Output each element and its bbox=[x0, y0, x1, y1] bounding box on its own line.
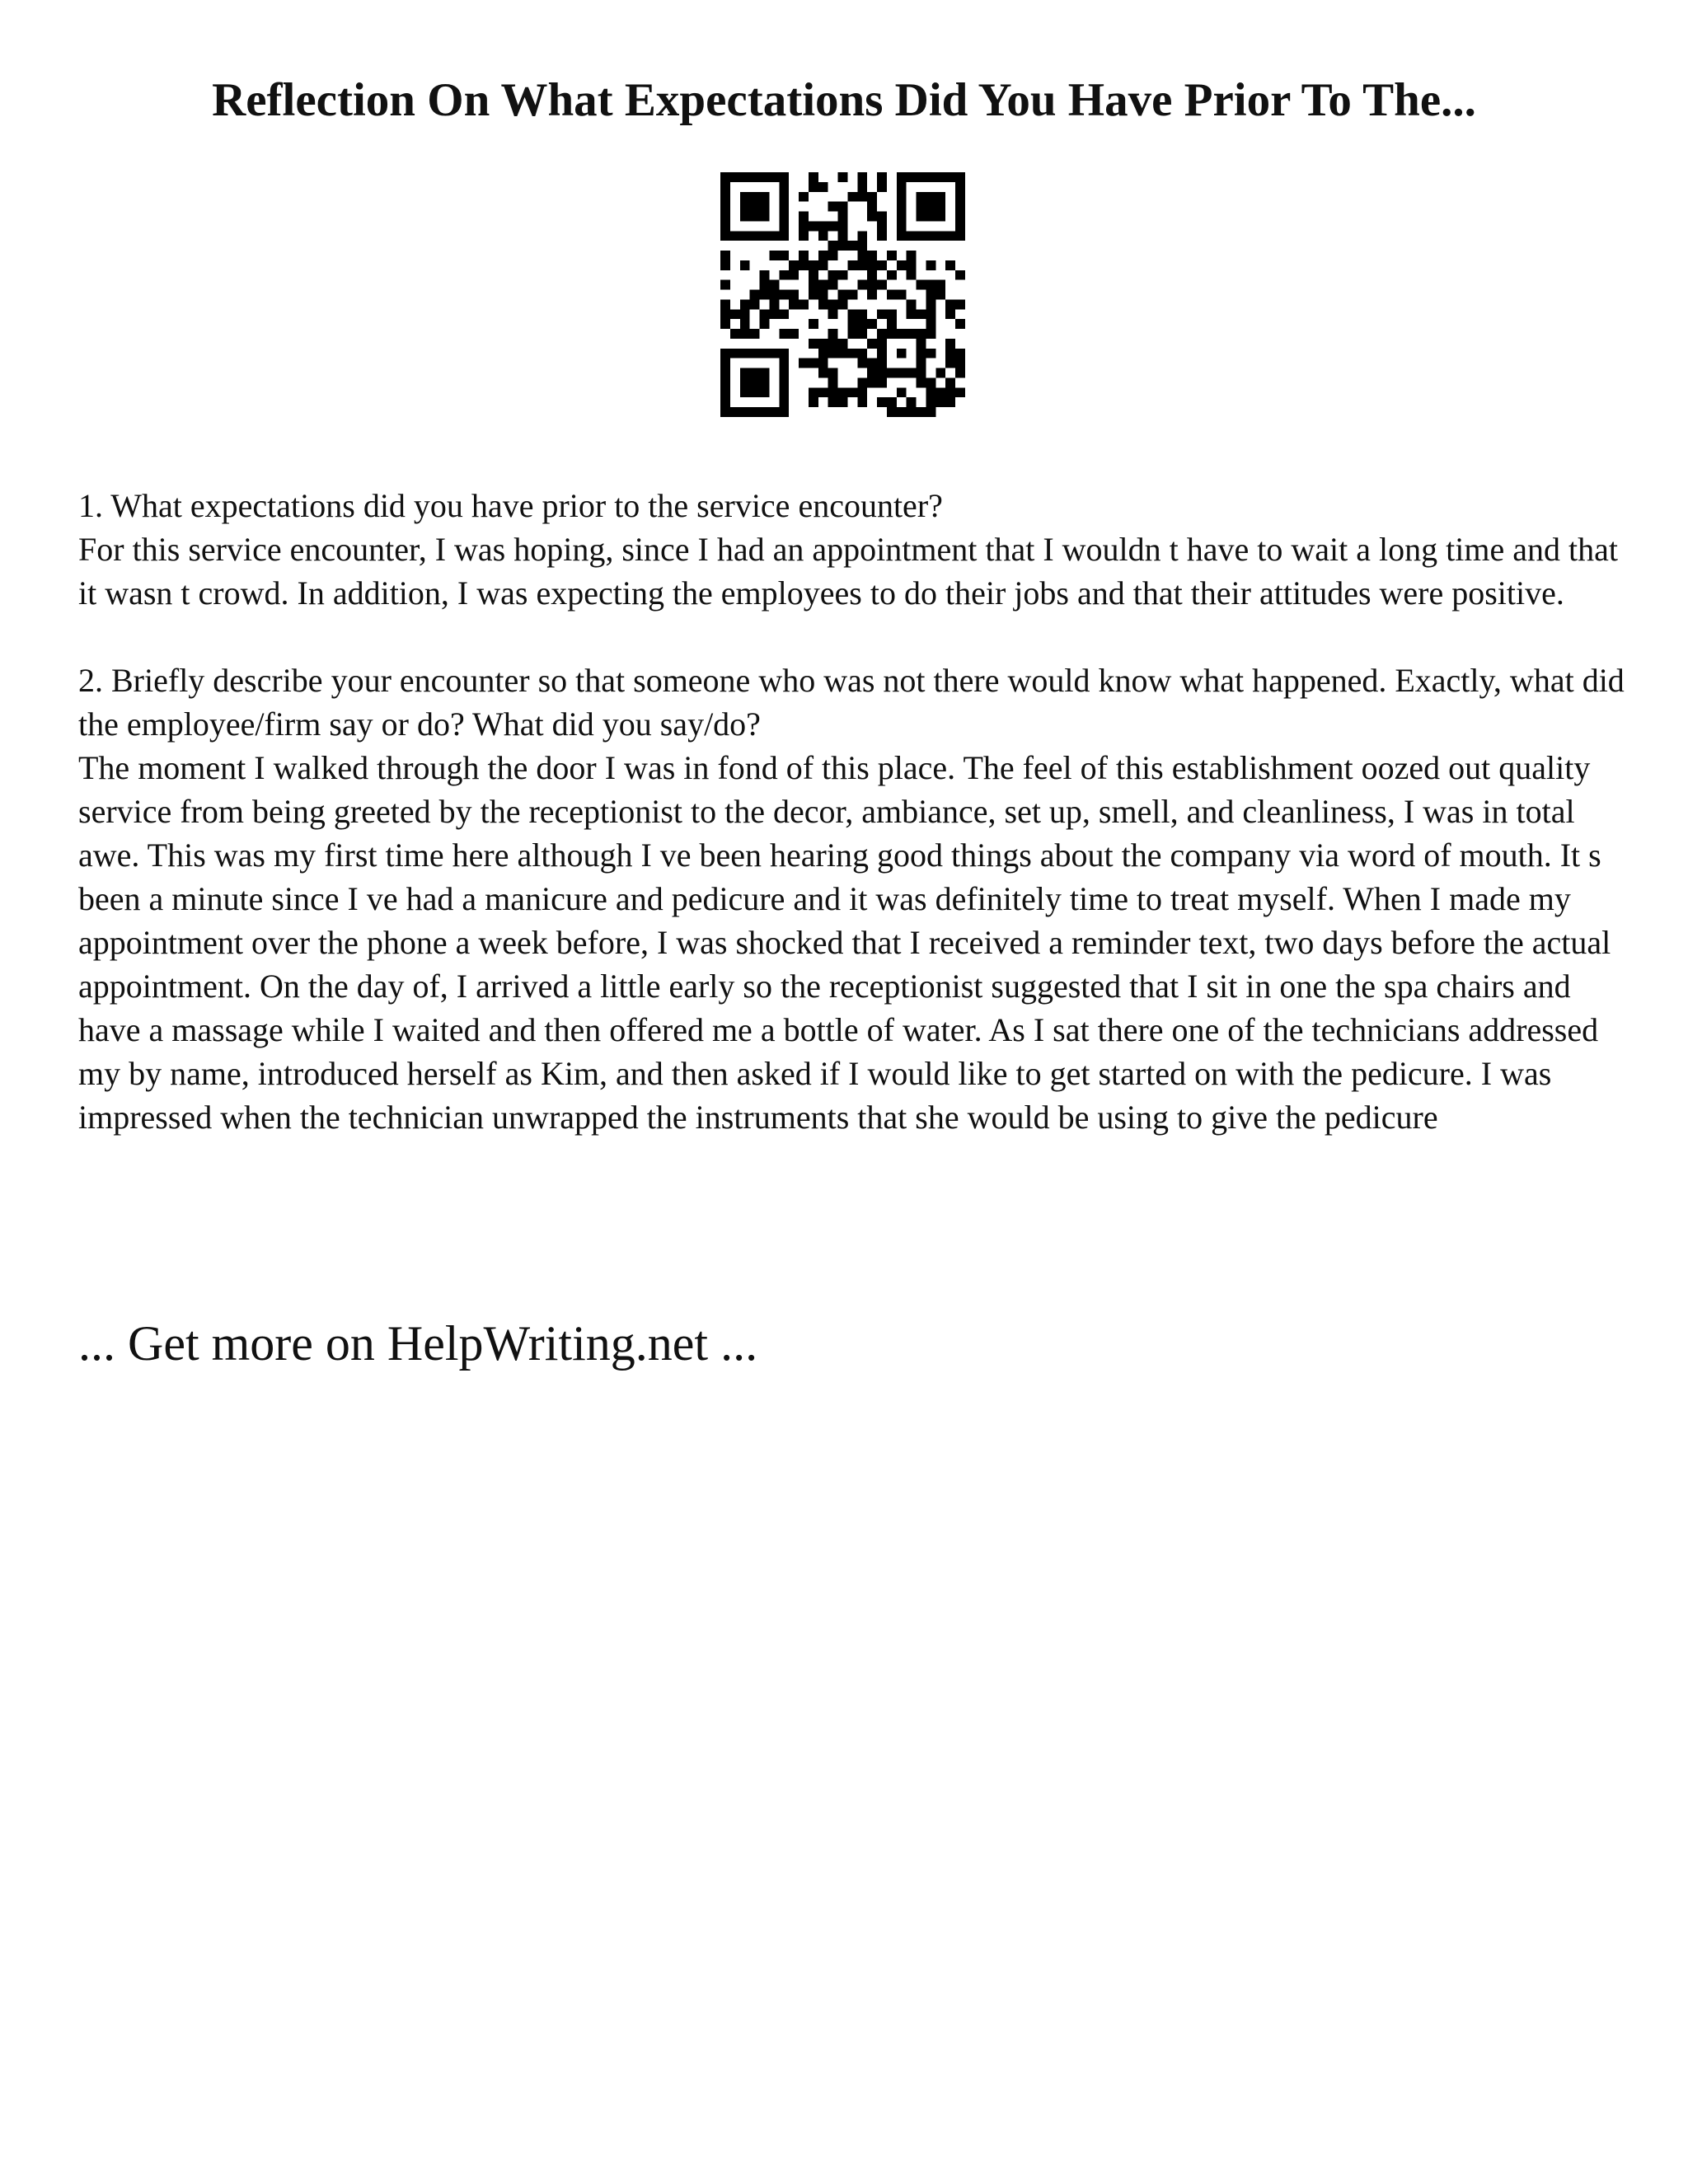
answer-2: The moment I walked through the door I was in fond of this place. The feel of this establishment oozed out quality service from being greeted by the receptionist to the decor, ambiance, set up, smell, and cleanliness, I was in total awe. This was my first time here although I ve been hearing good things about the company via word of mouth. It s been a minute since I ve had a manicure and pedicure and it was definitely time to treat myself. When I made my appointment over the phone a week before, I was shocked that I received a reminder text, two days before the actual appointment. On the day of, I arrived a little early so the receptionist suggested that I sit in one the spa chairs and have a massage while I waited and then offered me a bottle of water. As I sat there one of the technicians addressed my by name, introduced herself as Kim, and then asked if I would like to get started on with the pedicure. I was impressed when the technician unwrapped the instruments that she would be using to give the pedicure bbox=[78, 749, 1611, 1136]
answer-1: For this service encounter, I was hoping, since I had an appointment that I wouldn t have to wait a long time and that it wasn t crowd. In addition, I was expecting the employees to do their jobs and that their attitudes were positive. bbox=[78, 531, 1618, 612]
question-2: 2. Briefly describe your encounter so that someone who was not there would know what happened. Exactly, what did the employee/firm say or do? What did you say/do? bbox=[78, 662, 1625, 743]
document-body bbox=[78, 484, 1628, 1139]
question-1: 1. What expectations did you have prior to the service encounter? bbox=[78, 487, 943, 524]
get-more-link[interactable]: ... Get more on HelpWriting.net ... bbox=[78, 1316, 758, 1371]
document-title: Reflection On What Expectations Did You Have Prior To The... bbox=[212, 74, 1476, 127]
qr-code-icon bbox=[720, 172, 965, 417]
